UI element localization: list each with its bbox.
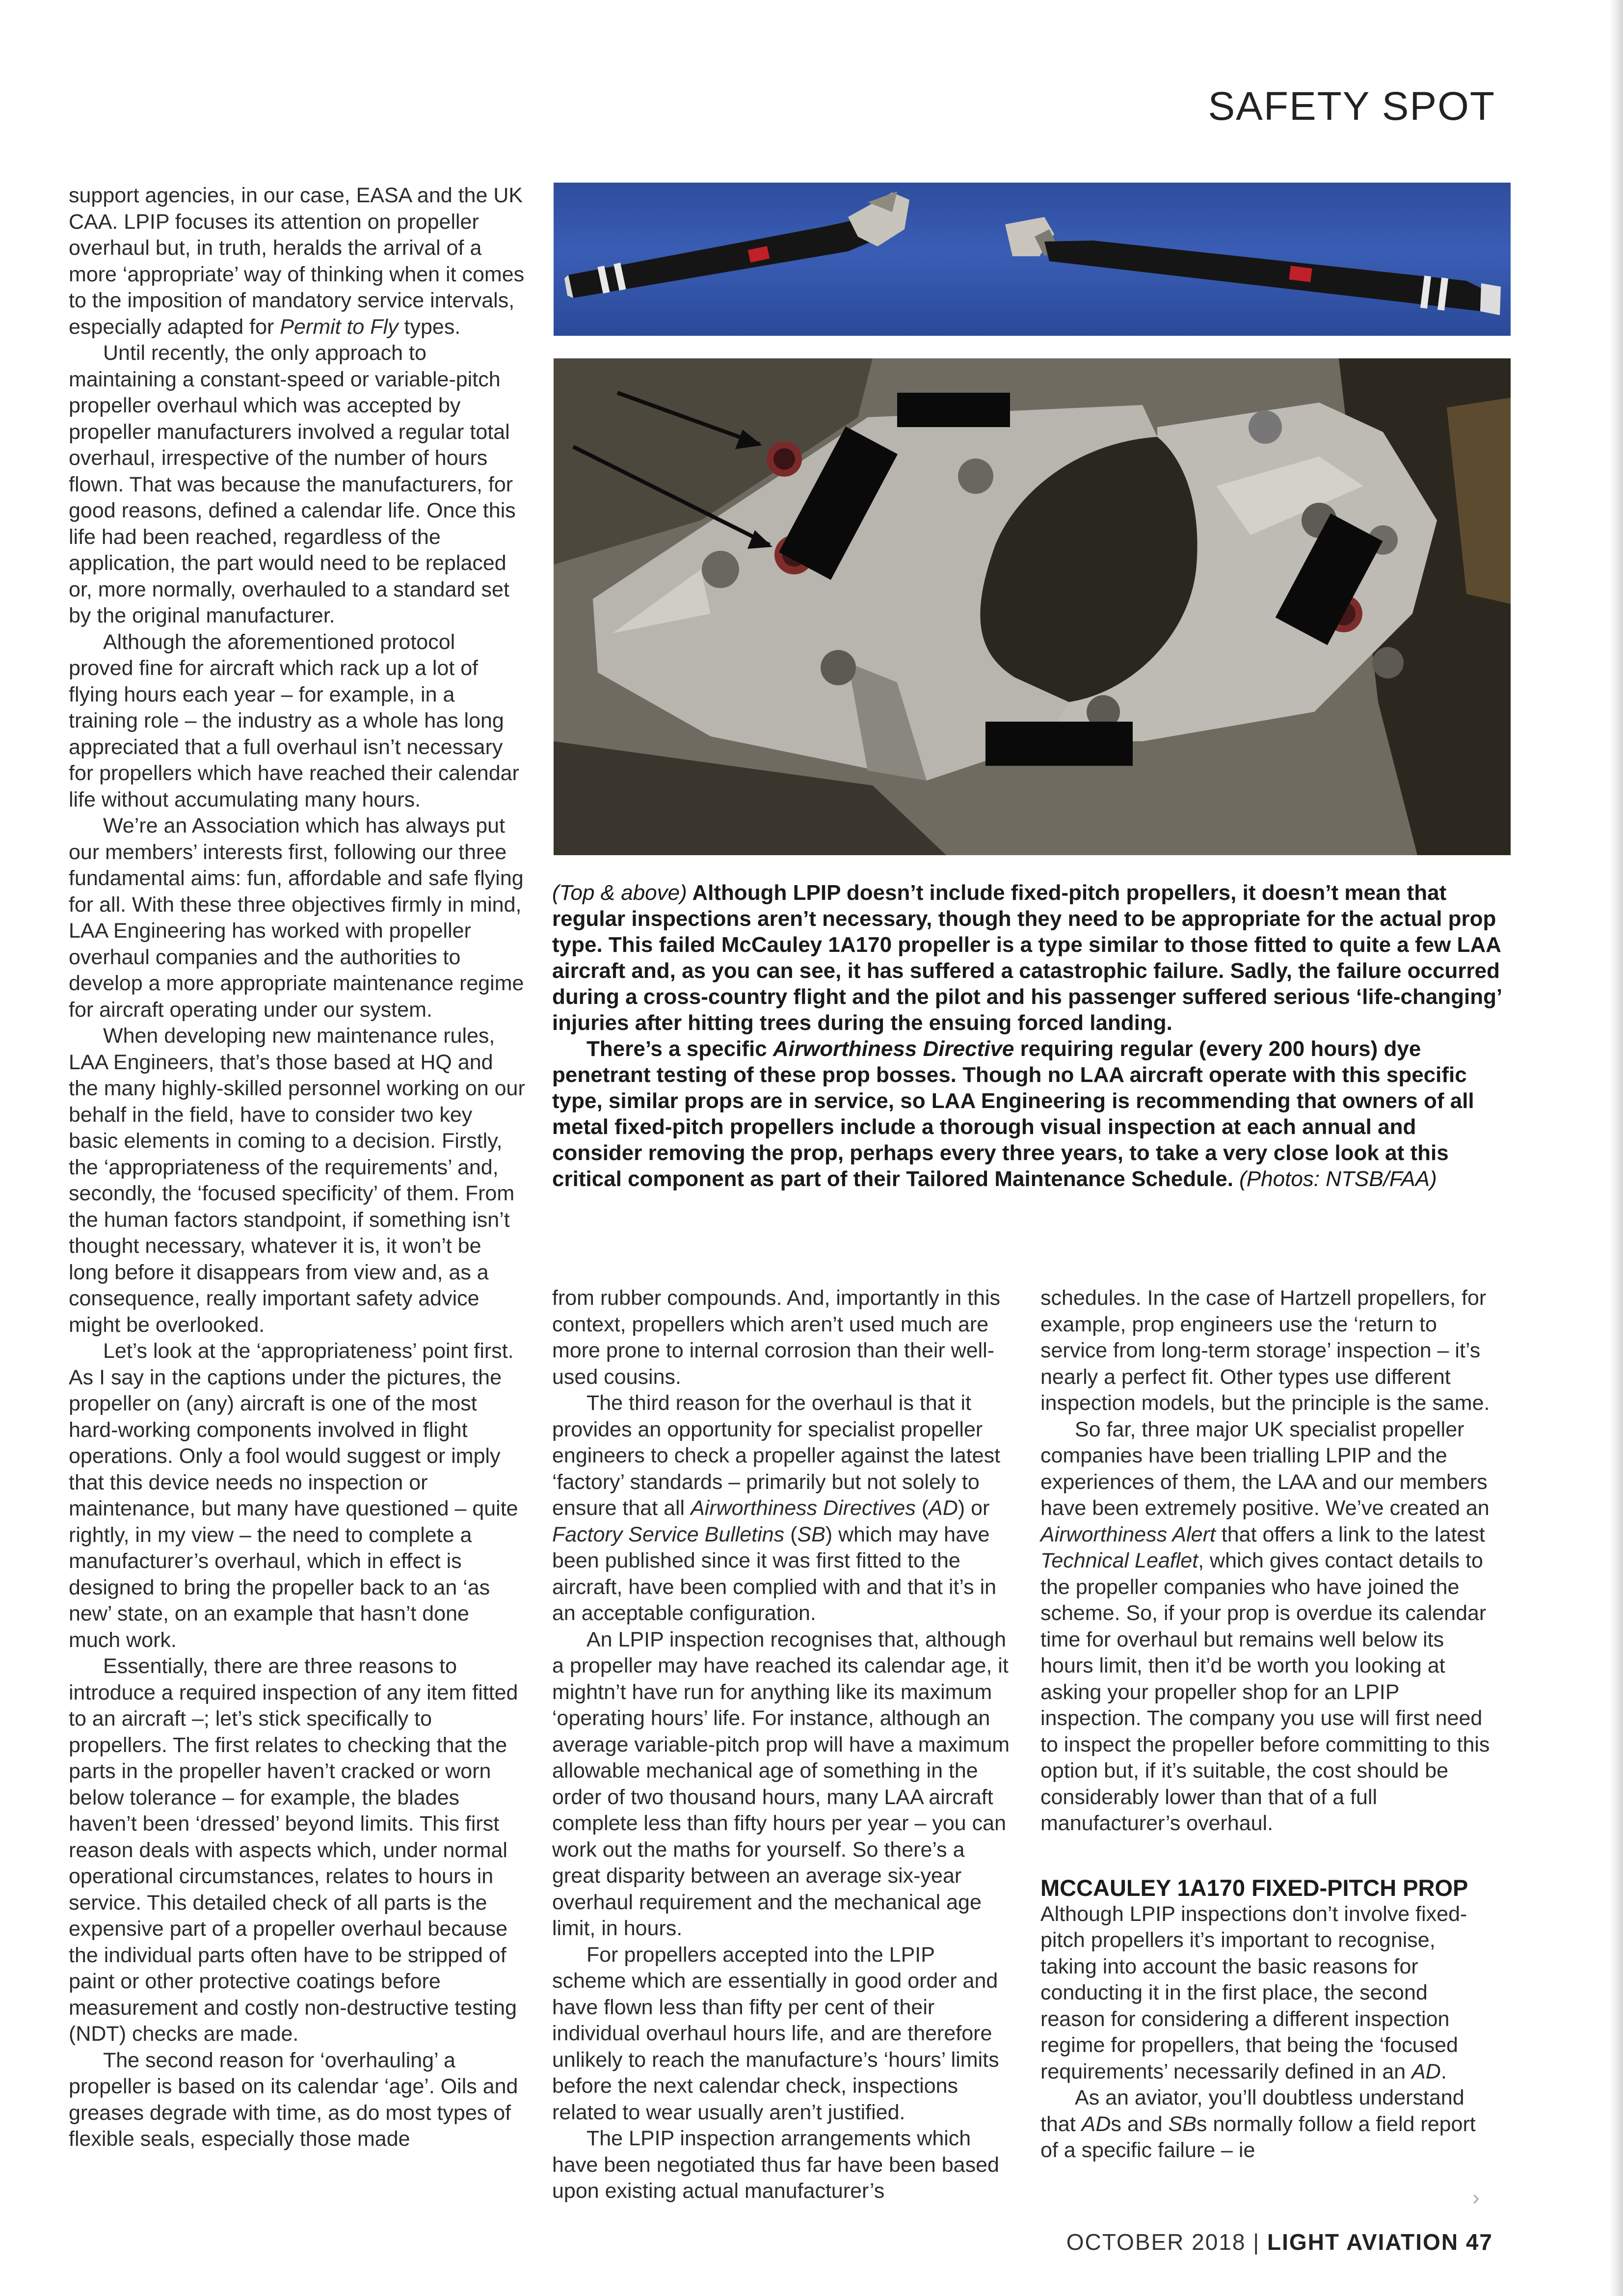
photo-caption bbox=[552, 880, 1512, 1192]
page-footer bbox=[1066, 2229, 1493, 2255]
right-paragraph-3: Although LPIP inspections don’t involve fixed-pitch propellers it’s important to recognise, taking into account the basic reasons for conducting it in the first place, the second reason for considering a different inspection regime for propellers, that being the ‘focused requirements’ necessarily defined in an AD. bbox=[1040, 1902, 1467, 2083]
left-paragraph-7: Essentially, there are three reasons to introduce a required inspection of any item fitted to an aircraft –; let’s stick specifically to propellers. The first relates to checking that the parts in the propeller haven’t cracked or worn below tolerance – for example, the blades haven’t been ‘dressed’ beyond limits. This first reason deals with aspects which, under normal operational circumstances, relates to hours in service. This detailed check of all parts is the expensive part of a propeller overhaul because the individual parts often have to be stripped of paint or other protective coatings before measurement and costly non-destructive testing (NDT) checks are made. bbox=[69, 1654, 518, 2046]
left-paragraph-5: When developing new maintenance rules, LAA Engineers, that’s those based at HQ and the many highly-skilled personnel working on our behalf in the field, have to consider two key basic elements in coming to a decision. Firstly, the ‘appropriateness of the requirements’ and, secondly, the ‘focused specificity’ of them. From the human factors standpoint, if something isn’t thought necessary, whatever it is, it won’t be long before it disappears from view and, as a consequence, really important safety advice might be overlooked. bbox=[69, 1024, 525, 1337]
left-paragraph-1: support agencies, in our case, EASA and the UK CAA. LPIP focuses its attention on propeller overhaul but, in truth, heralds the arrival of a more ‘appropriate’ way of thinking when it comes to the imposition of mandatory service intervals, especially adapted for Permit to Fly types. bbox=[69, 184, 525, 339]
footer-page-number: 47 bbox=[1465, 2229, 1493, 2255]
section-title: SAFETY SPOT bbox=[1208, 84, 1495, 129]
continued-arrow-icon: › bbox=[1472, 2186, 1480, 2210]
right-paragraph-4: As an aviator, you’ll doubtless understand that ADs and SBs normally follow a field report of a specific failure – ie bbox=[1040, 2086, 1476, 2162]
middle-paragraph-3: An LPIP inspection recognises that, although a propeller may have reached its calendar age, it mightn’t have run for anything like its maximum ‘operating hours’ life. For instance, although an average variable-pitch prop will have a maximum allowable mechanical age of something in the order of two thousand hours, many LAA aircraft complete less than fifty hours per year – you can work out the maths for yourself. So there’s a great disparity between an average six-year overhaul requirement and the mechanical age limit, in hours. bbox=[552, 1627, 1010, 1940]
middle-paragraph-4: For propellers accepted into the LPIP scheme which are essentially in good order and have flown less than fifty per cent of their individual overhaul hours life, and are therefore unlikely to reach the manufacture’s ‘hours’ limits before the next calendar check, inspections related to wear usually aren’t justified. bbox=[552, 1943, 999, 2124]
prop-boss-closeup-photo bbox=[554, 358, 1511, 855]
page-edge-shadow bbox=[1609, 0, 1623, 2296]
footer-magazine: LIGHT AVIATION bbox=[1267, 2229, 1459, 2255]
left-paragraph-2: Until recently, the only approach to maintaining a constant-speed or variable-pitch propeller overhaul which was accepted by propeller manufacturers involved a regular total overhaul, irrespective of the number of hours flown. That was because the manufacturers, for good reasons, defined a calendar life. Once this life had been reached, regardless of the application, the part would need to be replaced or, more normally, overhauled to a standard set by the original manufacturer. bbox=[69, 341, 516, 627]
middle-paragraph-2: The third reason for the overhaul is that it provides an opportunity for specialist propeller engineers to check a propeller against the latest ‘factory’ standards – primarily but not solely to ensure that all Airworthiness Directives (AD) or Factory Service Bulletins (SB) which may have been published since it was first fitted to the aircraft, have been complied with and that it’s in an acceptable configuration. bbox=[552, 1391, 1001, 1625]
left-paragraph-4: We’re an Association which has always put our members’ interests first, following our three fundamental aims: fun, affordable and safe flying for all. With these three objectives firmly in mind, LAA Engineering has worked with propeller overhaul companies and the authorities to develop a more appropriate maintenance regime for aircraft operating under our system. bbox=[69, 814, 524, 1022]
right-column bbox=[1040, 1285, 1492, 2164]
middle-column bbox=[552, 1285, 1011, 2205]
prop-boss-illustration bbox=[554, 358, 1511, 855]
footer-separator: | bbox=[1246, 2229, 1268, 2255]
broken-propeller-illustration bbox=[554, 183, 1511, 336]
subheading-mccauley: MCCAULEY 1A170 FIXED-PITCH PROP bbox=[1040, 1874, 1468, 1901]
caption-paragraph-2: There’s a specific Airworthiness Directive requiring regular (every 200 hours) dye penetrant testing of these prop bosses. Though no LAA aircraft operate with this specific type, similar props are in service, so LAA Engineering is recommending that owners of all metal fixed-pitch propellers include a thorough visual inspection at each annual and consider removing the prop, perhaps every three years, to take a very close look at this critical component as part of their Tailored Maintenance Schedule. (Photos: NTSB/FAA) bbox=[552, 1037, 1474, 1191]
caption-paragraph-1: (Top & above) Although LPIP doesn’t include fixed-pitch propellers, it doesn’t mean that regular inspections aren’t necessary, though they need to be appropriate for the actual prop type. This failed McCauley 1A170 propeller is a type similar to those fitted to quite a few LAA aircraft and, as you can see, it has suffered a catastrophic failure. Sadly, the failure occurred during a cross-country flight and the pilot and his passenger suffered serious ‘life-changing’ injuries after hitting trees during the ensuing forced landing. bbox=[552, 881, 1501, 1035]
broken-propeller-photo bbox=[554, 183, 1511, 336]
left-column bbox=[69, 183, 525, 2153]
right-paragraph-2: So far, three major UK specialist propeller companies have been trialling LPIP and the experiences of them, the LAA and our members have been extremely positive. We’ve created an Airworthiness Alert that offers a link to the latest Technical Leaflet, which gives contact details to the propeller companies who have joined the scheme. So, if your prop is overdue its calendar time for overhaul but remains well below its hours limit, then it’d be worth you looking at asking your propeller shop for an LPIP inspection. The company you use will first need to inspect the propeller before committing to this option but, if it’s suitable, the cost should be considerably lower than that of a full manufacturer’s overhaul. bbox=[1040, 1417, 1490, 1835]
footer-date: OCTOBER 2018 bbox=[1066, 2229, 1246, 2255]
left-paragraph-8: The second reason for ‘overhauling’ a propeller is based on its calendar ‘age’. Oils and greases degrade with time, as do most types of flexible seals, especially those made bbox=[69, 2048, 518, 2151]
left-paragraph-3: Although the aforementioned protocol proved fine for aircraft which rack up a lot of flying hours each year – for example, in a training role – the industry as a whole has long appreciated that a full overhaul isn’t necessary for propellers which have reached their calendar life without accumulating many hours. bbox=[69, 630, 519, 811]
right-paragraph-1: schedules. In the case of Hartzell propellers, for example, prop engineers use the ‘return to service from long-term storage’ inspection – it’s nearly a perfect fit. Other types use different inspection models, but the principle is the same. bbox=[1040, 1286, 1490, 1415]
middle-paragraph-5: The LPIP inspection arrangements which have been negotiated thus far have been based upon existing actual manufacturer’s bbox=[552, 2127, 999, 2203]
left-paragraph-6: Let’s look at the ‘appropriateness’ point first. As I say in the captions under the pictures, the propeller on (any) aircraft is one of the most hard-working components involved in flight operations. Only a fool would suggest or imply that this device needs no inspection or maintenance, but many have questioned – quite rightly, in my view – the need to complete a manufacturer’s overhaul, which in effect is designed to bring the propeller back to an ‘as new’ state, on an example that hasn’t done much work. bbox=[69, 1339, 518, 1652]
middle-paragraph-1: from rubber compounds. And, importantly in this context, propellers which aren’t used much are more prone to internal corrosion than their well-used cousins. bbox=[552, 1286, 1000, 1389]
